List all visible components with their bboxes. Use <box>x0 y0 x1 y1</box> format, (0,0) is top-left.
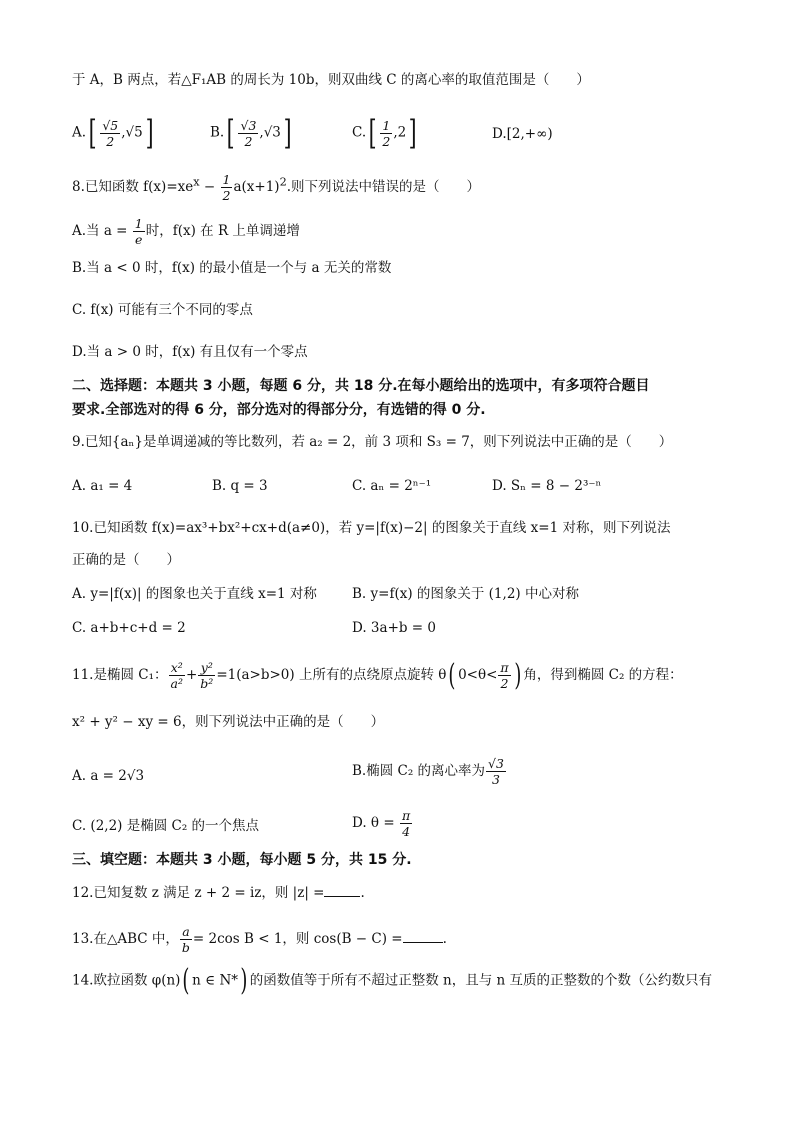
q13-answer-blank[interactable] <box>403 928 443 943</box>
q11-option-d: D. θ = $\frac{\pi}{4}$ <box>352 808 411 839</box>
q10-option-c: C. a+b+c+d = 2 <box>72 620 186 636</box>
q11-option-c: C. (2,2) 是椭圆 C₂ 的一个焦点 <box>72 818 260 834</box>
q10-stem-line1: 10.已知函数 f(x)=ax³+bx²+cx+d(a≠0)，若 y=|f(x)−2| 的图象关于直线 x=1 对称，则下列说法 <box>72 520 671 536</box>
q7-option-b: B.[ $\frac{√3}{2}$ ,√3] <box>210 113 292 153</box>
q8-option-d: D.当 a > 0 时，f(x) 有且仅有一个零点 <box>72 344 308 360</box>
q8-option-b: B.当 a < 0 时，f(x) 的最小值是一个与 a 无关的常数 <box>72 260 392 276</box>
q9-option-c: C. aₙ = 2ⁿ⁻¹ <box>352 478 432 494</box>
q11-stem-line1: 11.是椭圆 C₁： $\frac{\text{x²}}{\text{a²}}$ + $\frac{\text{y²}}{\text{b²}}$ =1(a>b>0) 上所有的点绕原点旋转 θ( 0<θ< $\frac{\pi}{2}$ ) 角，得到椭圆 C₂ 的方程： <box>72 657 683 693</box>
q8-option-a: A.当 a = $\frac{1}{e}$ 时，f(x) 在 R 上单调递增 <box>72 216 300 247</box>
q10-option-b: B. y=f(x) 的图象关于 (1,2) 中心对称 <box>352 586 579 602</box>
q7-option-d: D.[2,+∞) <box>492 126 553 142</box>
q11-stem-line2: x² + y² − xy = 6，则下列说法中正确的是（ ） <box>72 714 385 730</box>
q9-option-d: D. Sₙ = 8 − 2³⁻ⁿ <box>492 478 602 494</box>
q13-stem: 13.在△ABC 中， $\frac{a}{b}$ = 2cos B < 1，则 cos(B − C) = . <box>72 924 447 955</box>
q12-answer-blank[interactable] <box>324 882 360 897</box>
q9-option-a: A. a₁ = 4 <box>72 478 133 494</box>
q8-option-c: C. f(x) 可能有三个不同的零点 <box>72 302 253 318</box>
section2-heading-line2: 要求.全部选对的得 6 分，部分选对的得部分分，有选错的得 0 分. <box>72 402 486 418</box>
section2-heading-line1: 二、选择题：本题共 3 小题，每题 6 分，共 18 分.在每小题给出的选项中，有多项符合题目 <box>72 378 650 394</box>
q14-stem: 14.欧拉函数 φ(n)( n ∈ N*) 的函数值等于所有不超过正整数 n，且与 n 互质的正整数的个数（公约数只有 <box>72 963 712 998</box>
q7-stem-tail: 于 A，B 两点，若△F₁AB 的周长为 10b，则双曲线 C 的离心率的取值范围是（ ） <box>72 72 590 88</box>
q10-option-d: D. 3a+b = 0 <box>352 620 436 636</box>
q9-stem: 9.已知{aₙ}是单调递减的等比数列，若 a₂ = 2，前 3 项和 S₃ = 7，则下列说法中正确的是（ ） <box>72 434 673 450</box>
q11-option-a: A. a = 2√3 <box>72 768 145 784</box>
q7-option-a: A.[ $\frac{√5}{2}$ ,√5] <box>72 113 154 153</box>
q10-stem-line2: 正确的是（ ） <box>72 552 180 568</box>
q11-option-b: B.椭圆 C₂ 的离心率为 $\frac{√3}{3}$ <box>352 756 504 787</box>
q7-option-c: C.[ $\frac{1}{2}$ ,2] <box>352 113 417 153</box>
q8-stem: 8.已知函数 $f(x)=xe^x$ − $\frac{1}{2}$ $a(x+1)^2$.则下列说法中错误的是（ ） <box>72 172 481 203</box>
q12-stem: 12.已知复数 z 满足 z + 2 = iz，则 |z| = . <box>72 882 365 903</box>
q9-option-b: B. q = 3 <box>212 478 268 494</box>
q10-option-a: A. y=|f(x)| 的图象也关于直线 x=1 对称 <box>72 586 317 602</box>
section3-heading: 三、填空题：本题共 3 小题，每小题 5 分，共 15 分. <box>72 852 412 868</box>
